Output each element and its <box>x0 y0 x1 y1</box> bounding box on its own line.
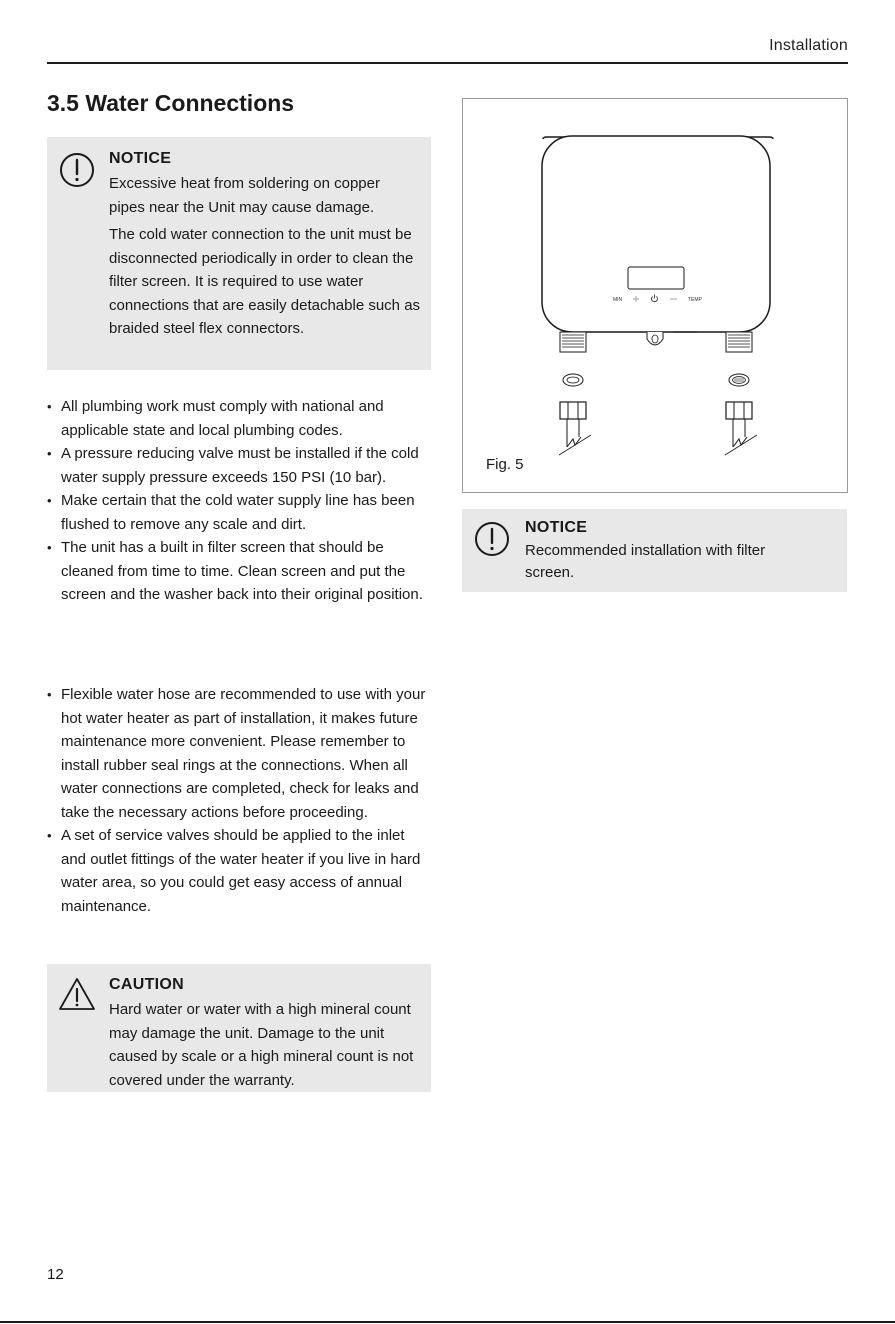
page-title: 3.5 Water Connections <box>47 90 295 116</box>
list-item: • Make certain that the cold water supply line has been flushed to remove any scale and dirt. <box>47 489 433 536</box>
list-item: • A set of service valves should be applied to the inlet and outlet fittings of the water heater if you live in hard water area, so you could get easy access of annual maintenance. <box>47 824 433 918</box>
list-item: • The unit has a built in filter screen that should be cleaned from time to time. Clean screen and put the screen and the washer back into their original position. <box>47 536 433 607</box>
notice-title: NOTICE <box>109 150 172 167</box>
exclamation-circle-icon <box>474 521 510 562</box>
header-section-label: Installation <box>769 37 848 54</box>
inlet-fitting <box>560 332 586 352</box>
water-heater-illustration <box>463 99 847 492</box>
exclamation-circle-icon <box>59 152 95 193</box>
bullet-list <box>47 395 433 607</box>
footer-divider <box>0 1321 895 1323</box>
notice-callout <box>47 137 431 370</box>
bullet-list <box>47 683 433 918</box>
notice-paragraph: The cold water connection to the unit must be disconnected periodically in order to clean the filter screen. It is required to use water connections that are easily detachable such as braided steel flex connectors. <box>109 226 421 337</box>
panel-min-label: MIN <box>613 297 623 303</box>
list-item: • Flexible water hose are recommended to use with your hot water heater as part of installation, it makes future maintenance more convenient. Please remember to install rubber seal rings at the connections. When all water connections are completed, check for leaks and take the necessary actions before proceeding. <box>47 683 433 824</box>
header-divider <box>47 62 848 64</box>
page-number: 12 <box>47 1266 64 1283</box>
notice-title: NOTICE <box>525 519 588 536</box>
seal-ring <box>563 374 583 386</box>
outlet-fitting <box>726 332 752 352</box>
figure-5 <box>462 98 848 493</box>
warning-triangle-icon <box>58 976 96 1017</box>
hose-connector <box>559 402 591 455</box>
caution-title: CAUTION <box>109 976 184 993</box>
panel-temp-label: TEMP <box>688 297 702 303</box>
figure-caption: Fig. 5 <box>486 456 524 473</box>
list-item: • A pressure reducing valve must be installed if the cold water supply pressure exceeds 150 PSI (10 bar). <box>47 442 433 489</box>
notice-callout-filter <box>462 509 847 592</box>
notice-text: Recommended installation with filter screen. <box>525 542 766 581</box>
caution-callout <box>47 964 431 1092</box>
notice-paragraph: Excessive heat from soldering on copper pipes near the Unit may cause damage. <box>109 175 380 216</box>
caution-text: Hard water or water with a high mineral count may damage the unit. Damage to the unit caused by scale or a high mineral count is not covered under the warranty. <box>109 1001 414 1089</box>
filter-screen-washer <box>729 374 749 386</box>
hose-connector <box>725 402 757 455</box>
list-item: • All plumbing work must comply with national and applicable state and local plumbing codes. <box>47 395 433 442</box>
